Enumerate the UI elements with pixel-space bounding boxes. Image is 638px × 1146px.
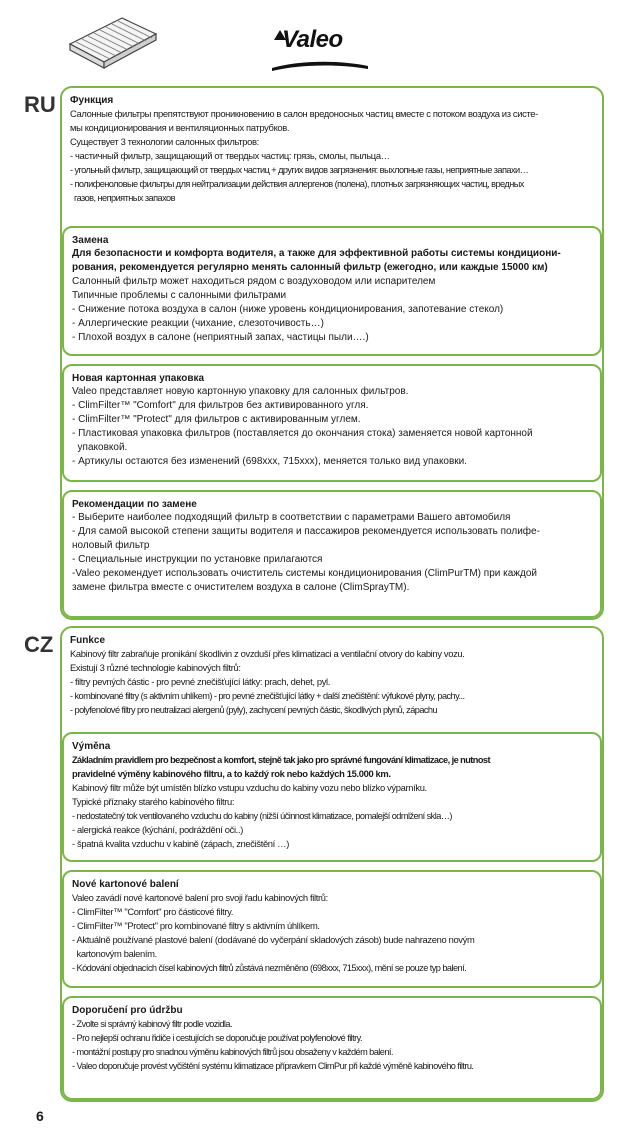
text-line-bold: Для безопасности и комфорта водителя, а также для эффективной работы системы кондициони- — [72, 248, 561, 259]
text-line: Kabinový filtr může být umístěn blízko vstupu vzduchu do kabiny vozu nebo blízko výparníku. — [72, 782, 427, 793]
text-line: kartonovým balením. — [72, 948, 157, 959]
text-line: газов, неприятных запахов — [70, 193, 175, 203]
text-line: - Для самой высокой степени защиты водителя и пассажиров рекомендуется использовать полифе- — [72, 526, 540, 537]
cz-panel — [60, 626, 604, 1102]
section-title: Nové kartonové balení — [72, 879, 179, 890]
text-line: - Valeo doporučuje provést vyčištění systému klimatizace přípravkem ClimPur při každé výměně kabinového filtru. — [72, 1061, 474, 1071]
cabin-filter-image — [60, 14, 160, 72]
text-line: -Valeo рекомендует использовать очиститель системы кондиционирования (ClimPurTM) при каждой — [72, 568, 537, 579]
section-title: Výměna — [72, 741, 111, 752]
text-line: - ClimFilter™ "Comfort" pro částicové filtry. — [72, 906, 234, 917]
text-line: - kombinované filtry (s aktivním uhlíkem) - pro pevné znečišťující látky + další znečištění: výfukové plyny, pachy... — [70, 691, 465, 701]
section-title: Doporučení pro údržbu — [72, 1005, 183, 1016]
lang-label-ru: RU — [24, 92, 56, 117]
text-line: - nedostatečný tok ventilovaného vzduchu do kabiny (nižší účinnost klimatizace, pomalejší odmlžení skla…) — [72, 811, 452, 821]
valeo-logo — [270, 20, 370, 72]
text-line: Existují 3 různé technologie kabinových filtrů: — [70, 662, 241, 673]
text-line: Типичные проблемы с салонными фильтрами — [72, 290, 287, 301]
section-title: Замена — [72, 235, 109, 246]
text-line: - Aktuálně používané plastové balení (dodávané do vyčerpání skladových zásob) bude nahrazeno novým — [72, 934, 475, 945]
text-line: - Артикулы остаются без изменений (698xxx, 715xxx), меняется только вид упаковки. — [72, 456, 468, 467]
text-line: - ClimFilter™ "Protect" для фильтров с активированным углем. — [72, 414, 361, 425]
section-title: Новая картонная упаковка — [72, 373, 205, 384]
cz-packaging-section — [62, 870, 602, 988]
cz-replacement-section — [62, 732, 602, 862]
text-line: - частичный фильтр, защищающий от твердых частиц: грязь, смолы, пыльца… — [70, 150, 390, 161]
text-line: - полифеноловые фильтры для нейтрализации действия аллергенов (полена), плотных загрязняющих частиц, вредных — [70, 179, 524, 189]
text-line: - Выберите наиболее подходящий фильтр в соответствии с параметрами Вашего автомобиля — [72, 512, 511, 523]
text-line: - Специальные инструкции по установке прилагаются — [72, 554, 323, 565]
text-line: Существует 3 технологии салонных фильтров: — [70, 136, 259, 147]
cz-recommendations-section — [62, 996, 602, 1100]
text-line: мы кондиционирования и вентиляционных патрубков. — [70, 122, 290, 133]
text-line: ноловый фильтр — [72, 540, 150, 551]
ru-replacement-section — [62, 226, 602, 356]
ru-recommendations-section — [62, 490, 602, 618]
text-line-bold: Základním pravidlem pro bezpečnost a komfort, stejně tak jako pro správné fungování klimatizace, je nutnost — [72, 755, 490, 765]
text-line: - Kódování objednacích čísel kabinových filtrů zůstává nezměněno (698xxx, 715xxx), mění se pouze typ balení. — [72, 963, 467, 973]
text-line: - alergická reakce (kýchání, podráždění oči..) — [72, 824, 243, 835]
text-line: - polyfenolové filtry pro neutralizaci alergenů (pyly), zachycení pevných částic, škodlivých plynů, zápachu — [70, 705, 438, 715]
text-line: - montážní postupy pro snadnou výměnu kabinových filtrů jsou obsaženy v každém balení. — [72, 1047, 393, 1057]
text-line-bold: pravidelné výměny kabinového filtru, a to každý rok nebo každých 15.000 km. — [72, 768, 391, 779]
ru-panel — [60, 86, 604, 620]
cz-function-section — [62, 628, 602, 717]
text-line: Typické příznaky starého kabinového filtru: — [72, 796, 235, 807]
text-line: - ClimFilter™ "Protect" pro kombinované filtry s aktivním úhlíkem. — [72, 920, 320, 931]
text-line: - Плохой воздух в салоне (неприятный запах, частицы пыли….) — [72, 332, 369, 343]
text-line: Valeo zavádí nové kartonové balení pro svoji řadu kabinových filtrů: — [72, 892, 328, 903]
text-line: - filtry pevných částic - pro pevné znečišťující látky: prach, dehet, pyl. — [70, 676, 331, 687]
text-line: замене фильтра вместе с очистителем воздуха в салоне (ClimSprayTM). — [72, 582, 410, 593]
section-title: Рекомендации по замене — [72, 499, 197, 510]
page-number: 6 — [36, 1108, 44, 1124]
text-line: - Снижение потока воздуха в салон (ниже уровень кондиционирования, запотевание стекол) — [72, 304, 504, 315]
section-title: Funkce — [70, 635, 106, 646]
text-line: упаковкой. — [72, 442, 128, 453]
section-title: Функция — [70, 95, 114, 106]
text-line: - Pro nejlepší ochranu řidiče i cestujících se doporučuje používat polyfenolové filtry. — [72, 1033, 363, 1043]
ru-packaging-section — [62, 364, 602, 482]
ru-function-section — [62, 88, 602, 205]
text-line: - ClimFilter™ "Comfort" для фильтров без активированного угля. — [72, 400, 369, 411]
text-line: - угольный фильтр, защищающий от твердых частиц + других видов загрязнения: выхлопные газы, неприятные запахи… — [70, 165, 529, 175]
text-line: - Zvolte si správný kabinový filtr podle vozidla. — [72, 1019, 232, 1029]
text-line: Салонные фильтры препятствуют проникновению в салон вредоносных частиц вместе с потоком воздуха из систе- — [70, 108, 538, 119]
logo-text: Valeo — [282, 26, 343, 53]
lang-label-cz: CZ — [24, 632, 54, 657]
text-line: - špatná kvalita vzduchu v kabině (zápach, znečištění …) — [72, 838, 289, 849]
text-line: Valeo представляет новую картонную упаковку для салонных фильтров. — [72, 386, 409, 397]
text-line: Салонный фильтр может находиться рядом с воздуховодом или испарителем — [72, 276, 436, 287]
text-line: Kabinový filtr zabraňuje pronikání škodlivin z ovzduší přes klimatizaci a ventilační otvory do kabiny vozu. — [70, 648, 465, 659]
text-line: - Пластиковая упаковка фильтров (поставляется до окончания стока) заменяется новой картонной — [72, 428, 533, 439]
text-line-bold: рования, рекомендуется регулярно менять салонный фильтр (ежегодно, или каждые 15000 км) — [72, 262, 548, 273]
text-line: - Аллергические реакции (чихание, слезоточивость…) — [72, 318, 324, 329]
